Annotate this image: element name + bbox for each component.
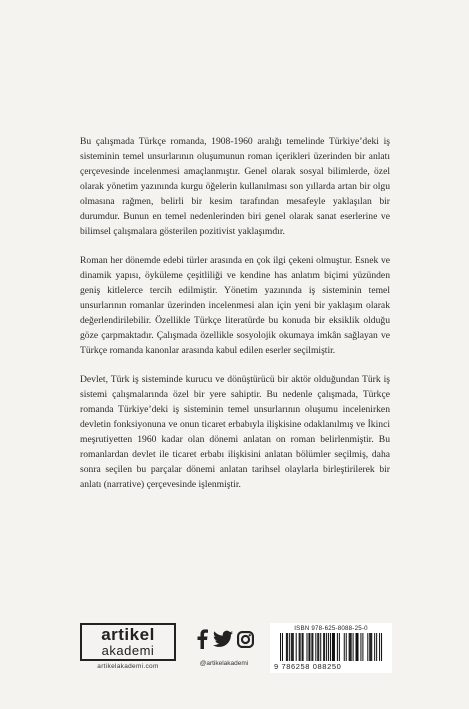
barcode-bar <box>309 633 310 661</box>
barcode-bar <box>371 633 372 661</box>
barcode-bar <box>293 633 294 661</box>
barcode-bar <box>344 633 345 661</box>
barcode-bar <box>333 633 334 661</box>
barcode-bars <box>270 633 392 663</box>
barcode-bar <box>282 633 283 661</box>
paragraph-1: Bu çalışmada Türkçe romanda, 1908-1960 aralığı temelinde Türkiye’deki iş sisteminin temel unsurlarının oluşumunun roman içerikleri üzerinden bir anlatı çerçevesinde incelenmesi amaçlanmıştır. Genel olarak sosyal bilimlerde, özel olarak yönetim yazınında kurgu öğelerin kullanılması son yıllarda artan bir olgu olmasına rağmen, belirli bir kesim tarafından mesafeyle yaklaşılan bir durumdur. Bunun en temel nedenlerinden biri genel olarak sanat eserlerine ve bilimsel çalışmalara gösterilen pozitivist yaklaşımdır. <box>80 136 390 237</box>
barcode-bar <box>353 633 354 661</box>
barcode-bar <box>349 633 350 661</box>
instagram-icon <box>237 631 254 648</box>
barcode-bar <box>317 633 318 661</box>
barcode-bar <box>312 633 313 661</box>
barcode-bar <box>308 633 309 661</box>
paragraph-3: Devlet, Türk iş sisteminde kurucu ve dönüştürücü bir aktör olduğundan Türk iş sistemi çalışmalarında özel bir yere sahiptir. Bu nedenle çalışmada, Türkçe romanda Türkiye’deki iş sisteminin temel unsurlarının oluşumu incelenirken devletin fonksiyonuna ve onun ticaret erbabıyla ilişkisine odaklanılmış ve İkinci meşrutiyetten 1960 kadar olan dönemi anlatan on roman belirlenmiştir. Bu romanlardan devlet ile ticaret erbabı ilişkisini anlatan bölümler seçilmiş, daha sonra seçilen bu parçalar dönemi anlatan tarihsel olaylarla birleştirilerek bir anlatı (narrative) çerçevesinde işlenmiştir. <box>80 374 390 490</box>
barcode-bar <box>379 633 380 661</box>
barcode-bar <box>291 633 292 661</box>
barcode-bar <box>328 633 329 661</box>
barcode-bar <box>334 633 335 661</box>
barcode-bar <box>357 633 358 661</box>
publisher-logo-frame <box>80 623 176 661</box>
barcode-bar <box>337 633 338 661</box>
barcode-bar <box>300 633 301 661</box>
barcode-bar <box>303 633 304 661</box>
barcode-bar <box>367 633 368 661</box>
barcode-bar <box>346 633 347 661</box>
barcode-bar <box>287 633 288 661</box>
barcode-bar <box>320 633 321 661</box>
logo-wordmark-top: artikel <box>101 625 155 644</box>
barcode-bar <box>376 633 377 661</box>
barcode-bar <box>296 633 297 661</box>
barcode-bar <box>369 633 370 661</box>
barcode-bar <box>357 633 358 661</box>
barcode-bar <box>350 633 351 661</box>
barcode-bar <box>356 633 357 661</box>
barcode-bar <box>318 633 319 661</box>
barcode-bar <box>362 633 363 661</box>
barcode-bar <box>326 633 327 661</box>
barcode-bar <box>374 633 375 661</box>
publisher-logo <box>80 623 176 673</box>
twitter-icon <box>213 630 233 648</box>
paragraph-2: Roman her dönemde edebi türler arasında en çok ilgi çekeni olmuştur. Esnek ve dinamik yapısı, öyküleme çeşitliliği ve kendine has anlatım biçimi yüzünden geniş kitlelerce tercih edilmiştir. Yönetim yazınında iş sisteminin temel unsurlarının romanlar üzerinden incelenmesi alan için yeni bir yaklaşım olarak değerlendirilebilir. Özellikle Türkçe literatürde bu konuda bir eksiklik olduğu göze çarpmaktadır. Çalışmada özellikle sosyolojik okumaya imkân sağlayan ve Türkçe romanda kanonlar arasında kabul edilen eserler seçilmiştir. <box>80 255 390 356</box>
barcode-bar <box>306 633 307 661</box>
logo-wordmark-bottom: akademi <box>101 643 155 658</box>
barcode-bar <box>381 633 382 661</box>
barcode-bar <box>292 633 293 661</box>
barcode-bar <box>311 633 312 661</box>
social-media <box>192 629 256 673</box>
barcode-bar <box>299 633 300 661</box>
barcode-bar <box>323 633 324 661</box>
barcode-bar <box>330 633 331 661</box>
barcode-bar <box>351 633 352 661</box>
back-cover-footer <box>80 623 392 673</box>
barcode-bar <box>315 633 316 661</box>
isbn-barcode <box>270 623 392 673</box>
social-handle: @artikelakademi <box>199 660 249 667</box>
barcode-bar <box>286 633 287 661</box>
barcode-bar <box>289 633 290 661</box>
barcode-bar <box>339 633 340 661</box>
back-cover-text <box>80 134 390 506</box>
publisher-website: artikelakademi.com <box>97 663 159 670</box>
barcode-bar <box>360 633 361 661</box>
barcode-bar <box>302 633 303 661</box>
barcode-bar <box>370 633 371 661</box>
barcode-bar <box>332 633 333 661</box>
barcode-bar <box>324 633 325 661</box>
barcode-digits: 9 786258 088250 <box>274 662 342 671</box>
isbn-number: ISBN 978-625-8088-25-0 <box>294 625 368 632</box>
facebook-icon <box>195 629 209 649</box>
barcode-bar <box>280 633 281 661</box>
